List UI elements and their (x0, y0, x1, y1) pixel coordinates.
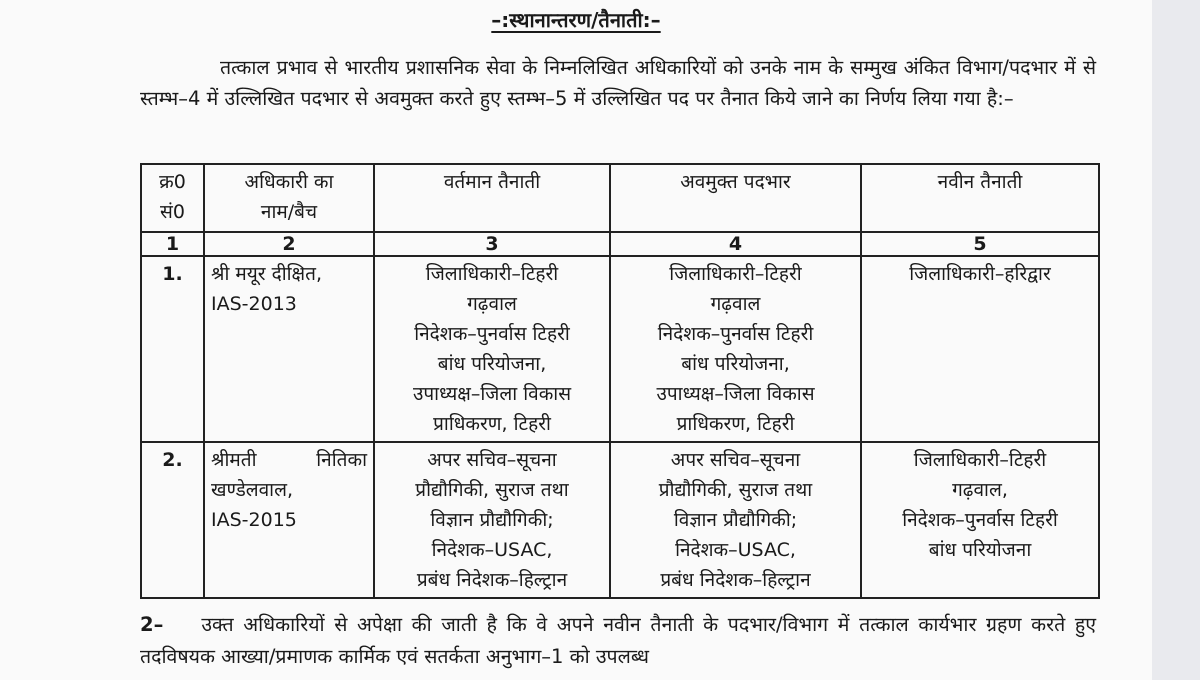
posting-line: प्रौद्यौगिकी, सुराज तथा (415, 479, 569, 501)
posting-line: गढ़वाल (710, 293, 761, 315)
header-sno-line2: सं0 (160, 201, 185, 223)
posting-line: निदेशक–USAC, (431, 539, 553, 561)
current-posting-cell (374, 442, 610, 598)
relieved-charge-cell (610, 442, 861, 598)
posting-line: बांध परियोजना, (437, 353, 547, 375)
posting-line: प्रौद्यौगिकी, सुराज तथा (658, 479, 813, 501)
header-name-line1: अधिकारी का (244, 171, 334, 193)
paragraph-number: 2– (140, 613, 164, 636)
row-sno: 2. (141, 442, 204, 598)
posting-line: निदेशक–पुनर्वास टिहरी (657, 323, 814, 345)
posting-line: अपर सचिव–सूचना (670, 449, 801, 471)
header-sno-line1: क्र0 (159, 171, 186, 193)
posting-line: जिलाधिकारी–टिहरी (425, 263, 559, 285)
posting-line: प्रबंध निदेशक–हिल्ट्रान (660, 569, 811, 591)
posting-line: उपाध्यक्ष–जिला विकास (656, 383, 815, 405)
table-row (141, 256, 1099, 442)
posting-line: विज्ञान प्रौद्यौगिकी; (430, 509, 554, 531)
officer-name: श्री मयूर दीक्षित, (211, 263, 323, 285)
postings-table (140, 163, 1100, 599)
posting-line: निदेशक–पुनर्वास टिहरी (902, 509, 1058, 531)
posting-line: विज्ञान प्रौद्यौगिकी; (673, 509, 798, 531)
column-number: 4 (610, 232, 861, 256)
table-row (141, 442, 1099, 598)
new-posting-cell (861, 442, 1099, 598)
header-name (204, 164, 374, 232)
current-posting-cell (374, 256, 610, 442)
row-sno: 1. (141, 256, 204, 442)
intro-paragraph: तत्काल प्रभाव से भारतीय प्रशासनिक सेवा के निम्नलिखित अधिकारियों को उनके नाम के सम्मुख अंकित विभाग/पदभार में से स्तम्भ–4 में उल्लिखित पदभार से अवमुक्त करते हुए स्तम्भ–5 में उल्लिखित पद पर तैनात किये जाने का निर्णय लिया गया है:– (140, 56, 1096, 110)
new-posting-cell (861, 256, 1099, 442)
paragraph-text: उक्त अधिकारियों से अपेक्षा की जाती है कि वे अपने नवीन तैनाती के पदभार/विभाग में तत्काल कार्यभार ग्रहण करते हुए तदविषयक आख्या/प्रमाणक कार्मिक एवं सतर्कता अनुभाग–1 को उपलब्ध (140, 613, 1096, 668)
officer-batch: IAS-2015 (211, 509, 297, 531)
officer-name-cell (204, 256, 374, 442)
posting-line: जिलाधिकारी–टिहरी (913, 449, 1047, 471)
posting-line: निदेशक–पुनर्वास टिहरी (414, 323, 570, 345)
posting-line: प्राधिकरण, टिहरी (433, 413, 551, 435)
posting-line: उपाध्यक्ष–जिला विकास (412, 383, 572, 405)
posting-line: बांध परियोजना, (681, 353, 790, 375)
posting-line: गढ़वाल (467, 293, 517, 315)
posting-line: जिलाधिकारी–टिहरी (669, 263, 802, 285)
posting-line: बांध परियोजना (928, 539, 1032, 561)
posting-line: अपर सचिव–सूचना (427, 449, 557, 471)
paragraph-2 (140, 609, 1096, 673)
posting-line: प्रबंध निदेशक–हिल्ट्रान (416, 569, 568, 591)
document-heading: –:स्थानान्तरण/तैनाती:– (491, 8, 661, 32)
column-number-row (141, 232, 1099, 256)
header-new-posting: नवीन तैनाती (861, 164, 1099, 232)
column-number: 3 (374, 232, 610, 256)
column-number: 1 (141, 232, 204, 256)
posting-line: गढ़वाल, (952, 479, 1008, 501)
officer-batch: IAS-2013 (211, 293, 297, 315)
header-relieved-charge: अवमुक्त पदभार (610, 164, 861, 232)
table-header-row (141, 164, 1099, 232)
screen-margin (1152, 0, 1200, 680)
header-name-line2: नाम/बैच (260, 201, 318, 223)
column-number: 5 (861, 232, 1099, 256)
header-current-posting: वर्तमान तैनाती (374, 164, 610, 232)
officer-name-cell (204, 442, 374, 598)
relieved-charge-cell (610, 256, 861, 442)
posting-line: प्राधिकरण, टिहरी (676, 413, 795, 435)
header-sno (141, 164, 204, 232)
posting-line: निदेशक–USAC, (675, 539, 796, 561)
column-number: 2 (204, 232, 374, 256)
officer-name: श्रीमती नितिका खण्डेलवाल, (211, 449, 367, 501)
posting-line: जिलाधिकारी–हरिद्वार (909, 263, 1051, 285)
